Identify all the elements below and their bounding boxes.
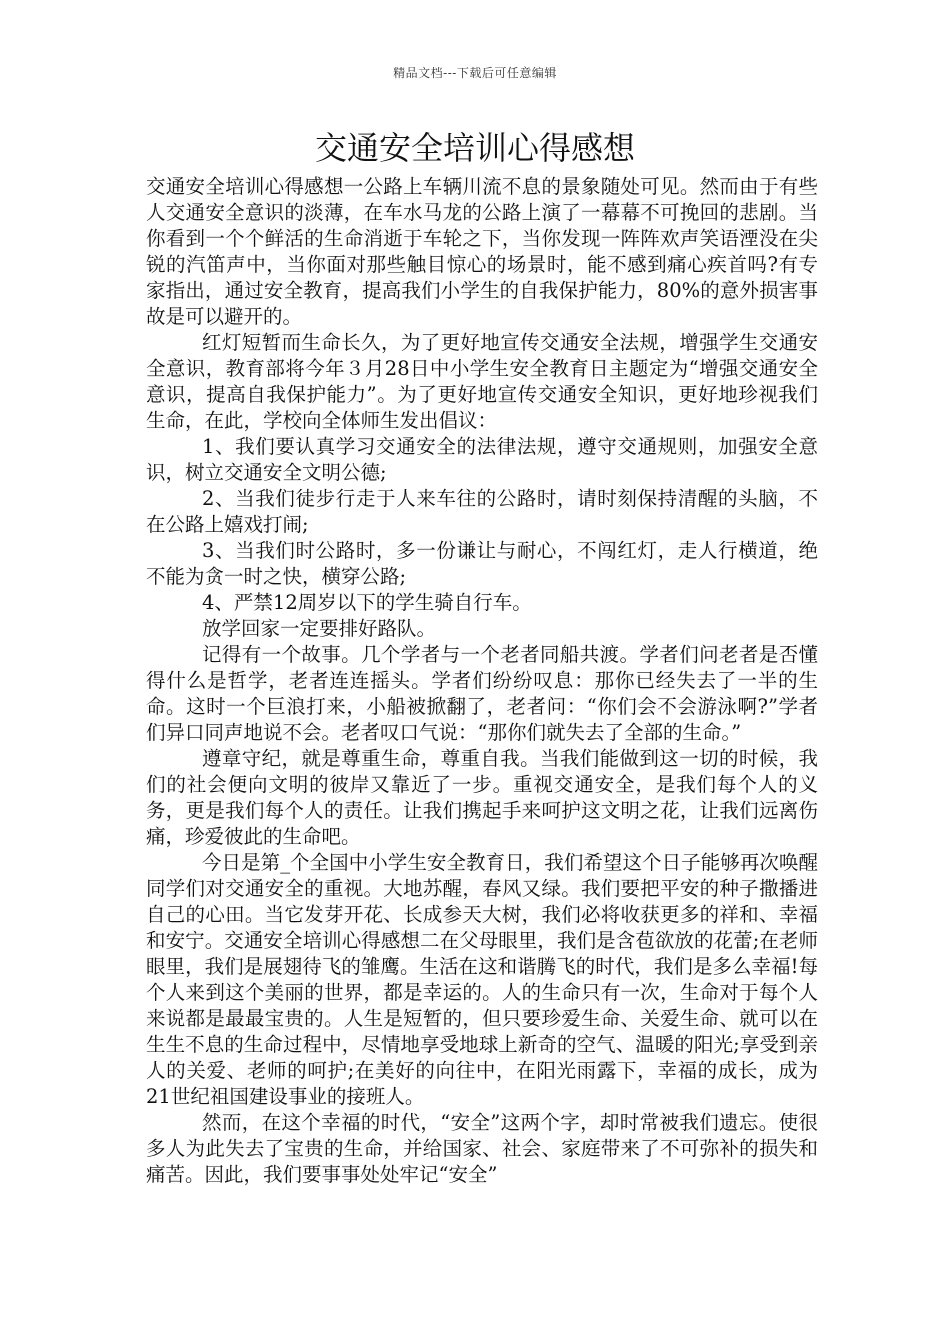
paragraph-line-up: 放学回家一定要排好路队。 xyxy=(202,617,437,640)
paragraph-item-2: 2、当我们徒步行走于人来车往的公路时，请时刻保持清醒的头脑，不在公路上嬉戏打闹; xyxy=(146,487,818,536)
document-title: 交通安全培训心得感想 xyxy=(314,129,635,167)
paragraph-respect-life: 遵章守纪，就是尊重生命，尊重自我。当我们能做到这一切的时候，我们的社会便向文明的彼岸又靠近了一步。重视交通安全，是我们每个人的义务，更是我们每个人的责任。让我们携起手来呵护这文明之花，让我们远离伤痛，珍爱彼此的生命吧。 xyxy=(146,747,818,848)
page-header-note: 精品文档---下载后可任意编辑 xyxy=(393,66,557,80)
paragraph-item-3: 3、当我们时公路时，多一份谦让与耐心，不闯红灯，走人行横道，绝不能为贪一时之快，横穿公路; xyxy=(146,539,818,588)
paragraph-safety-day: 今日是第_个全国中小学生安全教育日，我们希望这个日子能够再次唤醒同学们对交通安全的重视。大地苏醒，春风又绿。我们要把平安的种子撒播进自己的心田。当它发芽开花、长成参天大树，我们必将收获更多的祥和、幸福和安宁。交通安全培训心得感想二在父母眼里，我们是含苞欲放的花蕾;在老师眼里，我们是展翅待飞的雏鹰。生活在这和谐腾飞的时代，我们是多么幸福!每个人来到这个美丽的世界，都是幸运的。人的生命只有一次，生命对于每个人来说都是最最宝贵的。人生是短暂的，但只要珍爱生命、关爱生命、就可以在生生不息的生命过程中，尽情地享受地球上新奇的空气、温暖的阳光;享受到亲人的关爱、老师的呵护;在美好的向往中，在阳光雨露下，幸福的成长，成为21世纪祖国建设事业的接班人。 xyxy=(146,851,818,1108)
paragraph-item-4: 4、严禁12周岁以下的学生骑自行车。 xyxy=(202,591,532,614)
paragraph-initiative: 红灯短暂而生命长久，为了更好地宣传交通安全法规，增强学生交通安全意识，教育部将今年３月28日中小学生安全教育日主题定为“增强交通安全意识，提高自我保护能力”。为了更好地宣传交通安全知识，更好地珍视我们生命，在此，学校向全体师生发出倡议： xyxy=(146,331,818,432)
paragraph-story: 记得有一个故事。几个学者与一个老者同船共渡。学者们问老者是否懂得什么是哲学，老者连连摇头。学者们纷纷叹息：那你已经失去了一半的生命。这时一个巨浪打来，小船被掀翻了，老者问：“你们会不会游泳啊?”学者们异口同声地说不会。老者叹口气说：“那你们就失去了全部的生命。” xyxy=(146,643,818,744)
document-body xyxy=(146,174,818,1188)
paragraph-however: 然而，在这个幸福的时代，“安全”这两个字，却时常被我们遗忘。使很多人为此失去了宝贵的生命，并给国家、社会、家庭带来了不可弥补的损失和痛苦。因此，我们要事事处处牢记“安全” xyxy=(146,1111,818,1186)
paragraph-item-1: 1、我们要认真学习交通安全的法律法规，遵守交通规则，加强安全意识，树立交通安全文明公德; xyxy=(146,435,818,484)
paragraph-intro: 交通安全培训心得感想一公路上车辆川流不息的景象随处可见。然而由于有些人交通安全意识的淡薄，在车水马龙的公路上演了一幕幕不可挽回的悲剧。当你看到一个个鲜活的生命消逝于车轮之下，当你发现一阵阵欢声笑语湮没在尖锐的汽笛声中，当你面对那些触目惊心的场景时，能不感到痛心疾首吗?有专家指出，通过安全教育，提高我们小学生的自我保护能力，80%的意外损害事故是可以避开的。 xyxy=(146,175,818,328)
